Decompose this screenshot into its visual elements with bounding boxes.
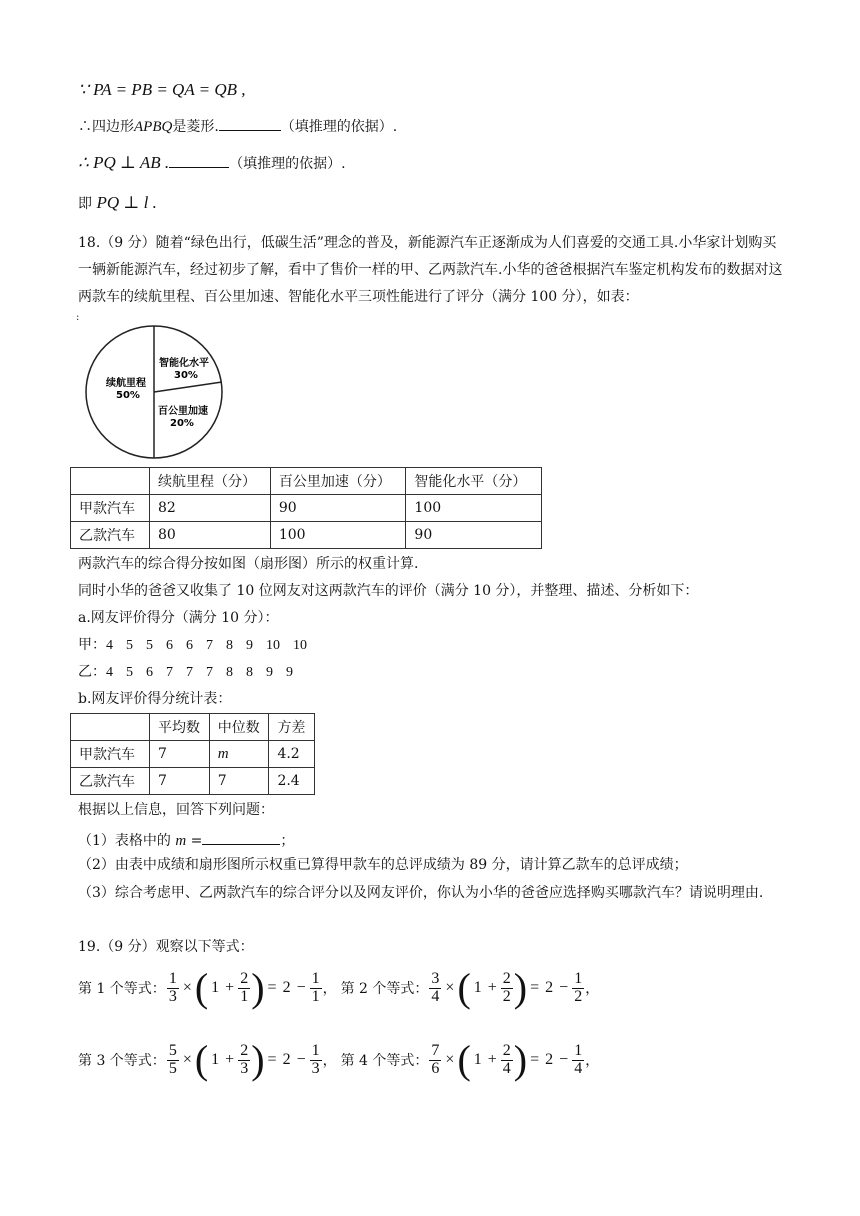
table-header: 智能化水平（分） — [406, 468, 542, 495]
pie-chart — [84, 324, 226, 460]
table-cell: 2.4 — [269, 768, 315, 795]
equation-row — [78, 1037, 600, 1082]
score-value: 8 — [226, 665, 233, 680]
sub-question-3: （3）综合考虑甲、乙两款汽车的综合评分以及网友评价，你认为小华的爸爸应选择购买哪款汽车？请说明理由. — [78, 885, 764, 901]
right-paren: ) — [513, 1037, 528, 1082]
numerator: 7 — [431, 1041, 440, 1059]
minus-sign: − — [559, 979, 569, 996]
stray-mark: : — [76, 312, 80, 323]
score-value: 9 — [266, 665, 273, 680]
numerator: 5 — [168, 1041, 177, 1059]
score-value: 5 — [126, 665, 133, 680]
table-row — [71, 714, 315, 741]
table-row — [71, 741, 315, 768]
table-header: 百公里加速（分） — [270, 468, 406, 495]
fraction — [310, 1043, 322, 1078]
numerator: 2 — [502, 969, 511, 987]
denominator: 6 — [431, 1059, 440, 1077]
equation-end: ， — [322, 1053, 337, 1069]
number-one: 1 — [211, 1051, 220, 1068]
minus-sign: − — [296, 1051, 306, 1068]
fraction — [429, 971, 441, 1006]
equation-end: ， — [322, 981, 337, 997]
score-table — [70, 467, 542, 549]
times-sign: × — [445, 1051, 455, 1068]
fraction — [429, 1043, 441, 1078]
times-sign: × — [182, 979, 192, 996]
denominator: 4 — [574, 1059, 583, 1077]
table-cell: 7 — [209, 768, 269, 795]
plus-sign: + — [487, 979, 497, 996]
score-value: 8 — [246, 665, 253, 680]
q19-intro: 19.（9 分）观察以下等式： — [78, 939, 254, 955]
fraction — [167, 971, 179, 1006]
score-value: 5 — [126, 638, 133, 653]
numerator: 3 — [431, 969, 440, 987]
numerator: 2 — [240, 969, 249, 987]
score-value: 10 — [293, 638, 307, 653]
fraction — [501, 1043, 513, 1078]
score-value: 7 — [206, 638, 213, 653]
denominator: 3 — [311, 1059, 320, 1077]
scores-jia: 甲：4 5 5 6 6 7 8 9 10 10 — [78, 637, 307, 653]
fraction — [310, 971, 322, 1006]
fraction — [572, 971, 584, 1006]
table-cell: 甲款汽车 — [71, 741, 150, 768]
denominator: 1 — [311, 987, 320, 1005]
table-cell: 100 — [270, 522, 406, 549]
fraction — [167, 1043, 179, 1078]
b-title: b.网友评价得分统计表： — [78, 691, 232, 707]
table-header: 平均数 — [150, 714, 210, 741]
score-value: 6 — [166, 638, 173, 653]
times-sign: × — [445, 979, 455, 996]
table-header: 续航里程（分） — [150, 468, 271, 495]
score-value: 10 — [266, 638, 280, 653]
table-cell: 90 — [406, 522, 542, 549]
table-cell: 82 — [150, 495, 271, 522]
plus-sign: + — [487, 1051, 497, 1068]
table-row — [71, 495, 542, 522]
numerator: 1 — [311, 1041, 320, 1059]
number-two: 2 — [282, 979, 291, 996]
score-value: 7 — [206, 665, 213, 680]
times-sign: × — [182, 1051, 192, 1068]
table-cell — [71, 468, 150, 495]
answer-blank[interactable] — [219, 116, 281, 131]
answer-intro: 根据以上信息，回答下列问题： — [78, 802, 274, 818]
proof-line-3: ∴ PQ ⊥ AB . （填推理的依据）. — [78, 153, 346, 172]
fraction — [238, 1043, 250, 1078]
note-2: 同时小华的爸爸又收集了 10 位网友对这两款汽车的评价（满分 10 分），并整理、描述、分析如下： — [78, 583, 699, 599]
table-cell: 80 — [150, 522, 271, 549]
sub-question-2: （2）由表中成绩和扇形图所示权重已算得甲款车的总评成绩为 89 分，请计算乙款车的总评成绩； — [78, 857, 688, 873]
fraction — [501, 971, 513, 1006]
pie-label-smart: 智能化水平 — [159, 358, 209, 369]
denominator: 2 — [574, 987, 583, 1005]
pie-label-range-pct: 50% — [116, 390, 140, 401]
table-cell: 乙款汽车 — [71, 768, 150, 795]
score-value: 7 — [166, 665, 173, 680]
numerator: 1 — [574, 969, 583, 987]
denominator: 4 — [502, 1059, 511, 1077]
score-value: 9 — [286, 665, 293, 680]
right-paren: ) — [513, 965, 528, 1010]
plus-sign: + — [225, 1051, 235, 1068]
equation-label: 第 4 个等式： — [340, 1053, 429, 1069]
denominator: 2 — [502, 987, 511, 1005]
table-cell: 乙款汽车 — [71, 522, 150, 549]
table-cell: 100 — [406, 495, 542, 522]
left-paren: ( — [457, 1037, 471, 1082]
number-one: 1 — [211, 979, 220, 996]
numerator: 2 — [502, 1041, 511, 1059]
answer-blank[interactable] — [169, 153, 229, 168]
number-one: 1 — [473, 979, 482, 996]
equation-label: 第 1 个等式： — [78, 981, 166, 997]
numerator: 1 — [311, 969, 320, 987]
plus-sign: + — [225, 979, 235, 996]
left-paren: ( — [457, 965, 471, 1010]
table-header: 中位数 — [209, 714, 269, 741]
table-row — [71, 468, 542, 495]
pie-label-accel-pct: 20% — [170, 418, 194, 429]
equation-row — [78, 965, 600, 1010]
note-1: 两款汽车的综合得分按如图（扇形图）所示的权重计算. — [78, 556, 419, 572]
score-value: 6 — [146, 665, 153, 680]
denominator: 1 — [240, 987, 249, 1005]
table-row — [71, 768, 315, 795]
equals-sign: = — [267, 979, 277, 996]
number-one: 1 — [473, 1051, 482, 1068]
fraction — [572, 1043, 584, 1078]
table-cell — [71, 714, 150, 741]
q18-intro: 18.（9 分）随着“绿色出行，低碳生活”理念的普及，新能源汽车正逐渐成为人们喜爱的交通工具.小华家计划购买一辆新能源汽车，经过初步了解，看中了售价一样的甲、乙两款汽车.小华的爸爸根据汽车鉴定机构发布的数据对这两款车的续航里程、百公里加速、智能化水平三项性能进行了评分（满分 100 分），如表： — [78, 235, 783, 305]
number-two: 2 — [545, 979, 554, 996]
table-row — [71, 522, 542, 549]
table-cell: 甲款汽车 — [71, 495, 150, 522]
numerator: 1 — [168, 969, 177, 987]
table-header: 方差 — [269, 714, 315, 741]
denominator: 3 — [168, 987, 177, 1005]
score-value: 8 — [226, 638, 233, 653]
proof-line-2: ∴四边形APBQ是菱形. （填推理的依据）. — [78, 116, 397, 136]
fraction — [238, 971, 250, 1006]
equals-sign: = — [530, 1051, 540, 1068]
denominator: 5 — [168, 1059, 177, 1077]
score-value: 6 — [186, 638, 193, 653]
equation-label: 第 3 个等式： — [78, 1053, 166, 1069]
numerator: 1 — [574, 1041, 583, 1059]
score-value: 5 — [146, 638, 153, 653]
score-value: 7 — [186, 665, 193, 680]
score-value: 4 — [106, 665, 113, 680]
table-cell: 4.2 — [269, 741, 315, 768]
denominator: 4 — [431, 987, 440, 1005]
proof-line-1: ∵ PA = PB = QA = QB , — [78, 80, 246, 99]
equation-end: ， — [585, 981, 600, 997]
score-value: 4 — [106, 638, 113, 653]
equals-sign: = — [530, 979, 540, 996]
scores-yi: 乙：4 5 6 7 7 7 8 8 9 9 — [78, 664, 293, 680]
equation-end: ， — [585, 1053, 600, 1069]
table-cell: 90 — [270, 495, 406, 522]
a-title: a.网友评价得分（满分 10 分）： — [78, 610, 279, 626]
right-paren: ) — [251, 1037, 265, 1082]
equation-label: 第 2 个等式： — [340, 981, 429, 997]
minus-sign: − — [559, 1051, 569, 1068]
pie-divider-radial — [154, 382, 222, 392]
stats-table — [70, 713, 315, 795]
left-paren: ( — [194, 1037, 209, 1082]
minus-sign: − — [296, 979, 306, 996]
table-cell: m — [209, 741, 269, 768]
number-two: 2 — [282, 1051, 291, 1068]
table-cell: 7 — [150, 741, 210, 768]
number-two: 2 — [545, 1051, 554, 1068]
score-value: 9 — [246, 638, 253, 653]
sub-question-1: （1）表格中的 m = ； — [78, 830, 294, 850]
proof-line-4: 即 PQ ⊥ l . — [78, 193, 157, 212]
right-paren: ) — [251, 965, 265, 1010]
left-paren: ( — [194, 965, 209, 1010]
pie-label-range: 续航里程 — [106, 378, 146, 389]
answer-blank[interactable] — [202, 830, 280, 845]
pie-label-accel: 百公里加速 — [158, 406, 208, 417]
equals-sign: = — [267, 1051, 277, 1068]
table-cell: 7 — [150, 768, 210, 795]
numerator: 2 — [240, 1041, 249, 1059]
denominator: 3 — [240, 1059, 249, 1077]
pie-label-smart-pct: 30% — [174, 370, 198, 381]
